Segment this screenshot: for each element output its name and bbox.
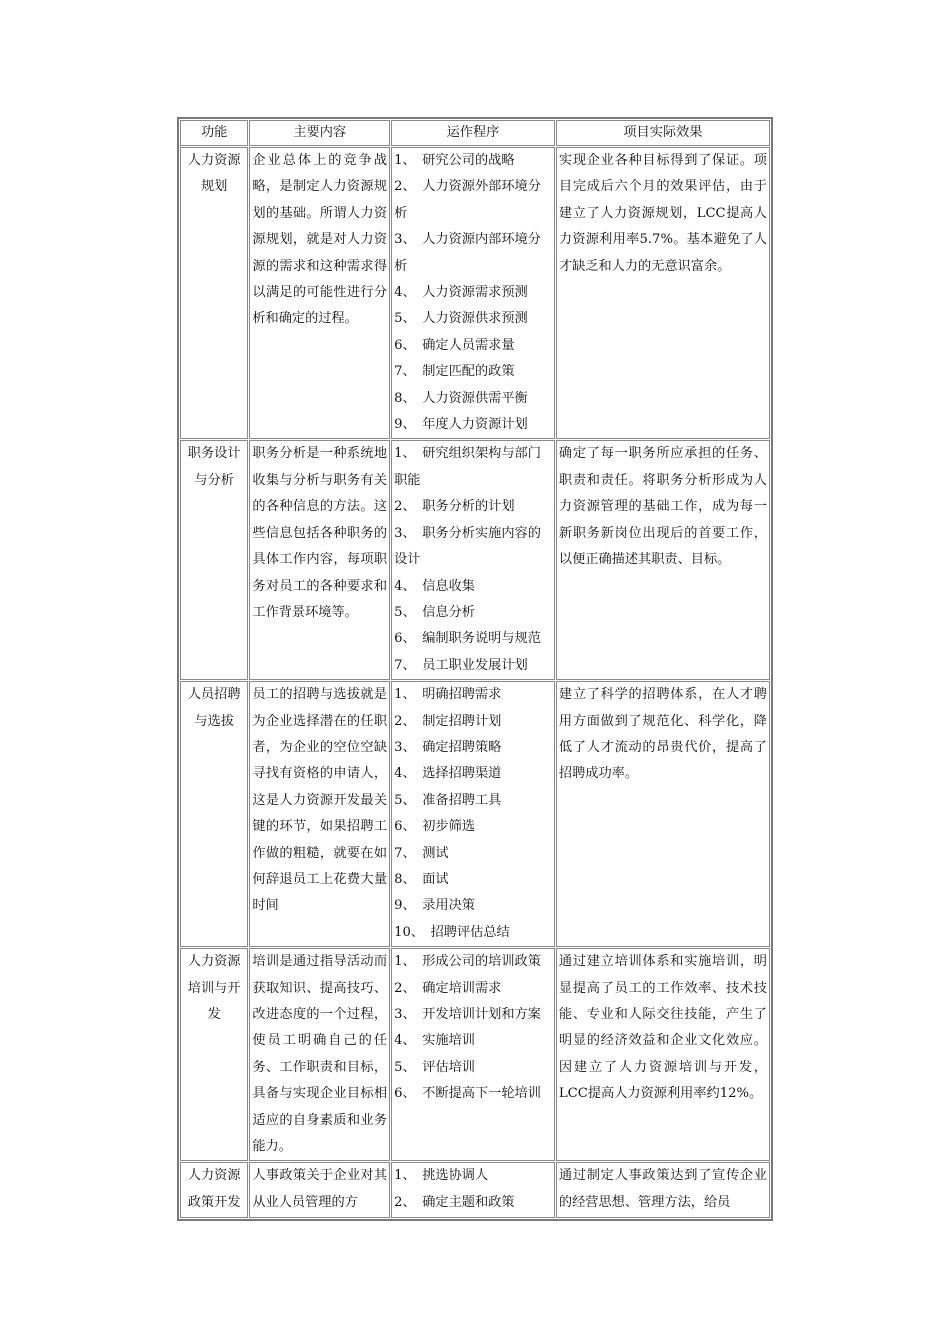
table-row	[180, 948, 770, 1161]
procedure-step: 9、 录用决策	[394, 898, 475, 914]
header-function: 功能	[180, 120, 248, 146]
table-row	[180, 440, 770, 680]
content-cell: 员工的招聘与选拔就是为企业选择潜在的任职者，为企业的空位空缺寻找有资格的申请人，这是人力资源开发最关键的环节，如果招聘工作做的粗糙，就要在如何辞退员工上花费大量时间	[249, 681, 390, 947]
table-header-row	[180, 120, 770, 146]
procedure-step: 2、 确定培训需求	[394, 980, 502, 996]
procedure-cell	[391, 948, 555, 1161]
function-cell: 人员招聘与选拔	[180, 681, 248, 947]
procedure-step: 1、 研究公司的战略	[394, 153, 515, 168]
effect-cell: 确定了每一职务所应承担的任务、职责和责任。将职务分析形成为人力资源管理的基础工作，成为每一新职务新岗位出现后的首要工作，以便正确描述其职责、目标。	[556, 440, 770, 680]
procedure-step: 4、 人力资源需求预测	[394, 285, 528, 301]
procedure-step: 9、 年度人力资源计划	[394, 417, 528, 433]
procedure-step: 4、 选择招聘渠道	[394, 766, 502, 782]
effect-cell: 实现企业各种目标得到了保证。项目完成后六个月的效果评估，由于建立了人力资源规划，LCC提高人力资源利用率5.7%。基本避免了人才缺乏和人力的无意识富余。	[556, 147, 770, 439]
header-procedure: 运作程序	[391, 120, 555, 146]
procedure-step: 6、 初步筛选	[394, 819, 475, 835]
procedure-step: 10、 招聘评估总结	[394, 924, 510, 940]
effect-cell: 通过制定人事政策达到了宣传企业的经营思想、管理方法，给员	[556, 1162, 770, 1218]
effect-cell: 通过建立培训体系和实施培训，明显提高了员工的工作效率、技术技能、专业和人际交往技能，产生了明显的经济效益和企业文化效应。因建立了人力资源培训与开发，LCC提高人力资源利用率约12%。	[556, 948, 770, 1161]
procedure-step: 2、 制定招聘计划	[394, 713, 502, 729]
procedure-cell	[391, 147, 555, 439]
header-effect: 项目实际效果	[556, 120, 770, 146]
header-content: 主要内容	[249, 120, 390, 146]
procedure-step: 8、 人力资源供需平衡	[394, 390, 528, 406]
function-cell: 人力资源政策开发	[180, 1162, 248, 1218]
procedure-step: 7、 测试	[394, 845, 449, 861]
procedure-step: 5、 人力资源供求预测	[394, 311, 528, 327]
procedure-step: 6、 不断提高下一轮培训	[394, 1086, 541, 1102]
function-cell: 职务设计与分析	[180, 440, 248, 680]
procedure-step: 6、 确定人员需求量	[394, 337, 515, 353]
procedure-step: 3、 确定招聘策略	[394, 739, 502, 755]
table-row	[180, 147, 770, 439]
procedure-step: 1、 研究组织架构与部门	[394, 446, 541, 462]
procedure-cell	[391, 681, 555, 947]
procedure-step: 6、 编制职务说明与规范	[394, 631, 541, 647]
procedure-step: 1、 明确招聘需求	[394, 687, 502, 703]
procedure-step: 5、 评估培训	[394, 1059, 475, 1075]
procedure-step: 2、 人力资源外部环境分	[394, 179, 541, 195]
procedure-step: 4、 信息收集	[394, 578, 475, 594]
content-cell: 职务分析是一种系统地收集与分析与职务有关的各种信息的方法。这些信息包括各种职务的具体工作内容，每项职务对员工的各种要求和工作背景环境等。	[249, 440, 390, 680]
content-cell: 培训是通过指导活动而获取知识、提高技巧、改进态度的一个过程，使员工明确自己的任务、工作职责和目标，具备与实现企业目标相适应的自身素质和业务能力。	[249, 948, 390, 1161]
procedure-step: 设计	[394, 552, 421, 568]
procedure-step: 7、 员工职业发展计划	[394, 657, 528, 673]
procedure-step: 2、 确定主题和政策	[394, 1194, 515, 1210]
content-cell: 企业总体上的竞争战略，是制定人力资源规划的基础。所谓人力资源规划，就是对人力资源的需求和这种需求得以满足的可能性进行分析和确定的过程。	[249, 147, 390, 439]
procedure-step: 1、 挑选协调人	[394, 1168, 489, 1184]
procedure-step: 2、 职务分析的计划	[394, 499, 515, 515]
procedure-cell	[391, 1162, 555, 1218]
hr-function-table	[177, 117, 773, 1221]
procedure-step: 3、 人力资源内部环境分	[394, 232, 541, 248]
procedure-step: 3、 开发培训计划和方案	[394, 1007, 541, 1022]
procedure-step: 1、 形成公司的培训政策	[394, 954, 541, 970]
procedure-step: 职能	[394, 472, 421, 488]
function-cell: 人力资源规划	[180, 147, 248, 439]
procedure-step: 析	[394, 258, 408, 274]
procedure-step: 3、 职务分析实施内容的	[394, 525, 541, 541]
effect-cell: 建立了科学的招聘体系，在人才聘用方面做到了规范化、科学化，降低了人才流动的昂贵代价，提高了招聘成功率。	[556, 681, 770, 947]
table-row	[180, 681, 770, 947]
procedure-step: 5、 准备招聘工具	[394, 792, 502, 808]
procedure-step: 5、 信息分析	[394, 604, 475, 620]
procedure-cell	[391, 440, 555, 680]
function-cell: 人力资源培训与开发	[180, 948, 248, 1161]
procedure-step: 4、 实施培训	[394, 1033, 475, 1049]
procedure-step: 7、 制定匹配的政策	[394, 364, 515, 380]
content-cell: 人事政策关于企业对其从业人员管理的方	[249, 1162, 390, 1218]
table-row	[180, 1162, 770, 1218]
procedure-step: 8、 面试	[394, 871, 449, 887]
procedure-step: 析	[394, 205, 408, 221]
